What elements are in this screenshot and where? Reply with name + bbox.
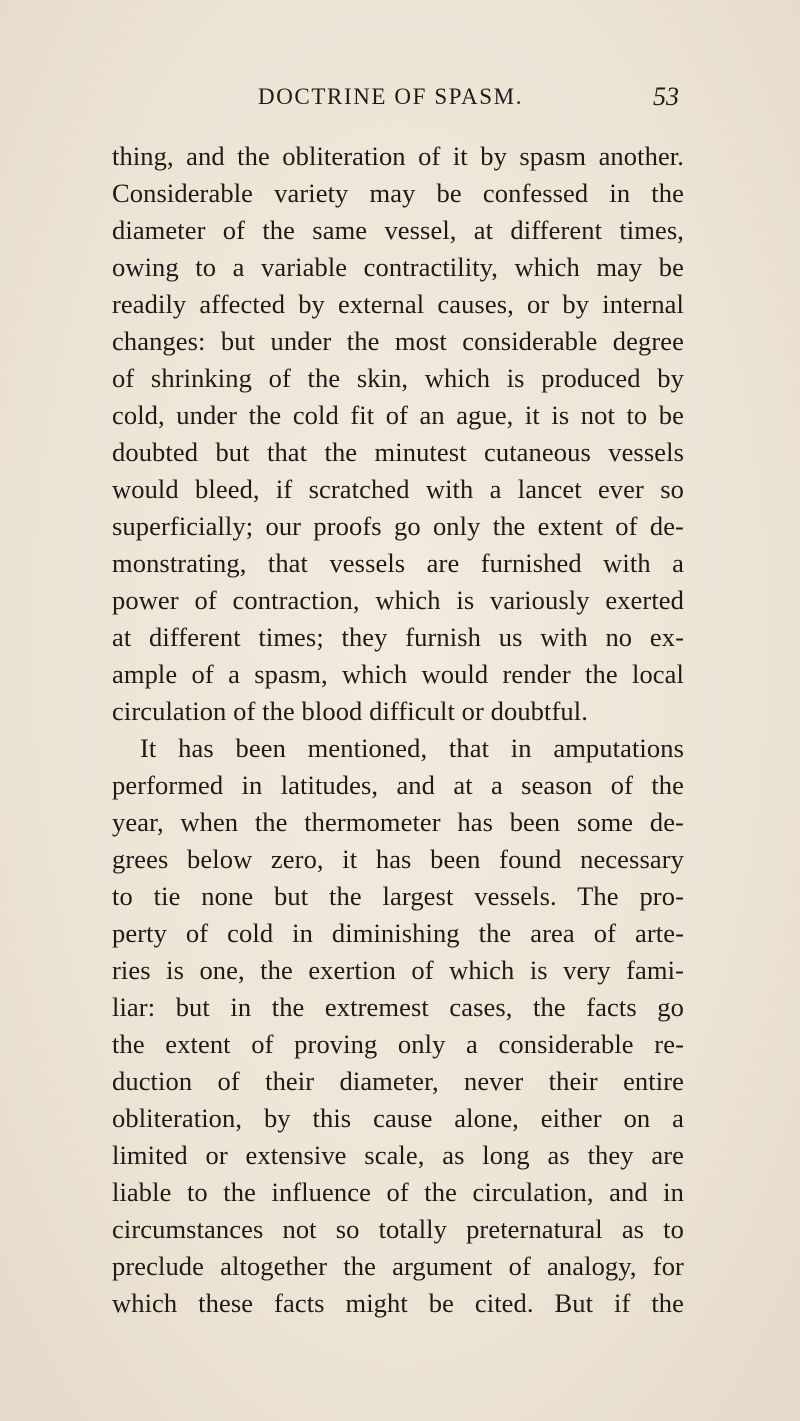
text-line: diameter of the same vessel, at different times, [112,215,684,245]
text-line: owing to a variable contractility, which may be [112,252,684,282]
text-line: perty of cold in diminishing the area of arte- [112,918,684,948]
text-line: obliteration, by this cause alone, either on a [112,1103,684,1133]
text-line: year, when the thermometer has been some de- [112,807,684,837]
text-line: liable to the influence of the circulation, and in [112,1177,684,1207]
text-line: superficially; our proofs go only the extent of de- [112,511,684,541]
text-line: power of contraction, which is variously exerted [112,585,684,615]
text-line: duction of their diameter, never their entire [112,1066,684,1096]
running-head [0,80,800,116]
text-line: circulation of the blood difficult or doubtful. [112,696,588,726]
text-line: ries is one, the exertion of which is very fami- [112,955,684,985]
text-line: ample of a spasm, which would render the local [112,659,684,689]
text-line: would bleed, if scratched with a lancet ever so [112,474,684,504]
text-line: cold, under the cold fit of an ague, it is not to be [112,400,684,430]
text-line: to tie none but the largest vessels. The pro- [112,881,684,911]
text-line: circumstances not so totally preternatural as to [112,1214,684,1244]
text-line: grees below zero, it has been found necessary [112,844,684,874]
text-line: preclude altogether the argument of analogy, for [112,1251,684,1281]
text-line: changes: but under the most considerable degree [112,326,684,356]
text-line: the extent of proving only a considerable re- [112,1029,684,1059]
page-number: 53 [653,82,679,111]
text-line: readily affected by external causes, or by internal [112,289,684,319]
text-line: at different times; they furnish us with no ex- [112,622,684,652]
text-line: thing, and the obliteration of it by spasm another. [112,141,684,171]
running-title: DOCTRINE OF SPASM. [258,84,524,109]
text-line: monstrating, that vessels are furnished with a [112,548,684,578]
text-line: which these facts might be cited. But if the [112,1288,684,1318]
text-line: limited or extensive scale, as long as they are [112,1140,684,1170]
text-line: performed in latitudes, and at a season of the [112,770,684,800]
text-line: doubted but that the minutest cutaneous vessels [112,437,684,467]
text-line: Considerable variety may be confessed in the [112,178,684,208]
text-line: liar: but in the extremest cases, the facts go [112,992,684,1022]
text-line: It has been mentioned, that in amputations [140,733,684,763]
text-line: of shrinking of the skin, which is produced by [112,363,684,393]
